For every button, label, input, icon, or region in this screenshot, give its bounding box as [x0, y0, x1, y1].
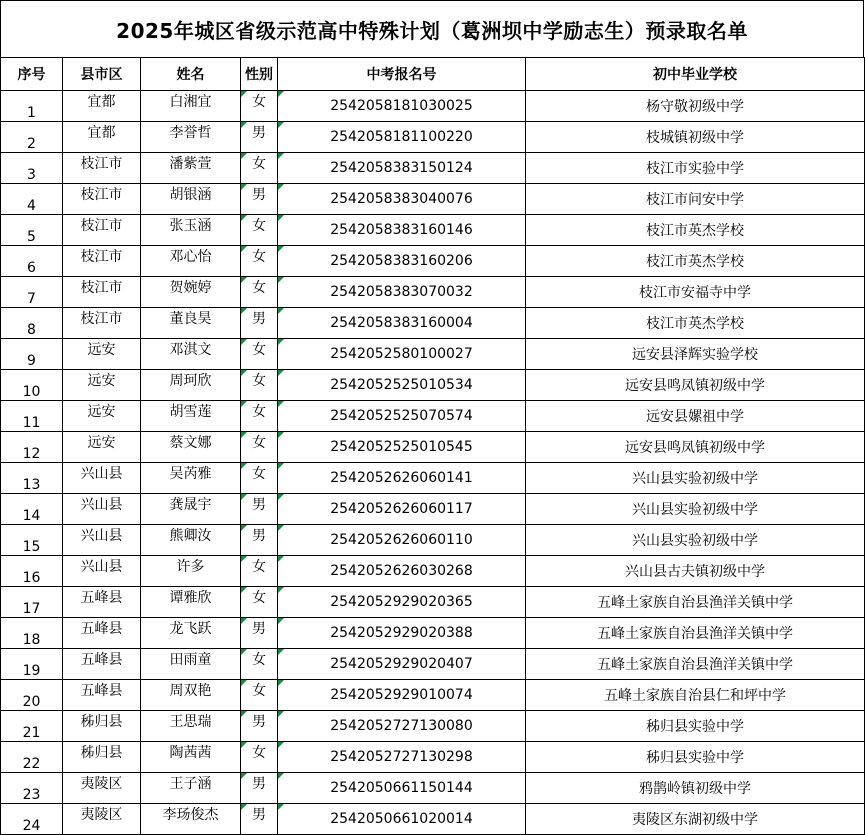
cell-school[interactable]: 兴山县古夫镇初级中学: [526, 556, 865, 587]
cell-exam-no[interactable]: 2542058181100220: [278, 122, 526, 153]
header-name[interactable]: 姓名: [141, 58, 241, 91]
cell-county[interactable]: 枝江市: [63, 184, 141, 215]
cell-exam-no[interactable]: 2542058181030025: [278, 91, 526, 122]
cell-gender[interactable]: 女: [241, 742, 278, 773]
cell-seq[interactable]: 10: [1, 370, 63, 401]
cell-seq[interactable]: 9: [1, 339, 63, 370]
cell-county[interactable]: 远安: [63, 401, 141, 432]
cell-school[interactable]: 兴山县实验初级中学: [526, 525, 865, 556]
cell-name[interactable]: 董良昊: [141, 308, 241, 339]
cell-county[interactable]: 枝江市: [63, 215, 141, 246]
cell-school[interactable]: 秭归县实验中学: [526, 742, 865, 773]
cell-gender[interactable]: 女: [241, 153, 278, 184]
cell-name[interactable]: 李玚俊杰: [141, 804, 241, 835]
cell-county[interactable]: 五峰县: [63, 618, 141, 649]
cell-exam-no[interactable]: 2542058383150124: [278, 153, 526, 184]
cell-exam-no[interactable]: 2542052626060141: [278, 463, 526, 494]
table-row: [1, 122, 865, 153]
cell-gender[interactable]: 男: [241, 711, 278, 742]
cell-name[interactable]: 熊卿汝: [141, 525, 241, 556]
cell-county[interactable]: 远安: [63, 370, 141, 401]
cell-county[interactable]: 五峰县: [63, 649, 141, 680]
cell-exam-no[interactable]: 2542052626060110: [278, 525, 526, 556]
cell-school[interactable]: 远安县鸣凤镇初级中学: [526, 432, 865, 463]
roster-body: [1, 91, 865, 835]
cell-name[interactable]: 贺婉婷: [141, 277, 241, 308]
cell-school[interactable]: 远安县泽辉实验学校: [526, 339, 865, 370]
cell-name[interactable]: 许多: [141, 556, 241, 587]
cell-gender[interactable]: 女: [241, 401, 278, 432]
cell-name[interactable]: 周双艳: [141, 680, 241, 711]
cell-gender[interactable]: 男: [241, 308, 278, 339]
cell-name[interactable]: 潘紫萱: [141, 153, 241, 184]
table-row: [1, 91, 865, 122]
table-row: [1, 277, 865, 308]
cell-name[interactable]: 邓心怡: [141, 246, 241, 277]
cell-gender[interactable]: 男: [241, 525, 278, 556]
cell-seq[interactable]: 24: [1, 804, 63, 835]
cell-county[interactable]: 夷陵区: [63, 804, 141, 835]
roster-table: [0, 57, 865, 835]
cell-seq[interactable]: 7: [1, 277, 63, 308]
cell-gender[interactable]: 女: [241, 370, 278, 401]
cell-school[interactable]: 五峰土家族自治县渔洋关镇中学: [526, 618, 865, 649]
cell-gender[interactable]: 女: [241, 463, 278, 494]
table-row: [1, 742, 865, 773]
cell-name[interactable]: 胡银涵: [141, 184, 241, 215]
cell-seq[interactable]: 22: [1, 742, 63, 773]
cell-school[interactable]: 五峰土家族自治县仁和坪中学: [526, 680, 865, 711]
table-row: [1, 308, 865, 339]
cell-exam-no[interactable]: 2542052727130080: [278, 711, 526, 742]
cell-county[interactable]: 秭归县: [63, 711, 141, 742]
cell-gender[interactable]: 男: [241, 618, 278, 649]
table-row: [1, 153, 865, 184]
cell-exam-no[interactable]: 2542052929020407: [278, 649, 526, 680]
cell-school[interactable]: 兴山县实验初级中学: [526, 494, 865, 525]
cell-seq[interactable]: 5: [1, 215, 63, 246]
cell-name[interactable]: 张玉涵: [141, 215, 241, 246]
cell-exam-no[interactable]: 2542052929020388: [278, 618, 526, 649]
cell-seq[interactable]: 18: [1, 618, 63, 649]
cell-exam-no[interactable]: 2542052626030268: [278, 556, 526, 587]
header-row: [1, 58, 865, 91]
cell-name[interactable]: 白湘宜: [141, 91, 241, 122]
cell-name[interactable]: 邓淇文: [141, 339, 241, 370]
cell-gender[interactable]: 女: [241, 339, 278, 370]
cell-seq[interactable]: 13: [1, 463, 63, 494]
cell-gender[interactable]: 女: [241, 587, 278, 618]
cell-gender[interactable]: 男: [241, 184, 278, 215]
cell-exam-no[interactable]: 2542050661150144: [278, 773, 526, 804]
cell-gender[interactable]: 女: [241, 680, 278, 711]
cell-county[interactable]: 兴山县: [63, 556, 141, 587]
header-exam-no[interactable]: 中考报名号: [278, 58, 526, 91]
cell-seq[interactable]: 20: [1, 680, 63, 711]
cell-seq[interactable]: 15: [1, 525, 63, 556]
cell-seq[interactable]: 4: [1, 184, 63, 215]
cell-county[interactable]: 兴山县: [63, 463, 141, 494]
cell-seq[interactable]: 16: [1, 556, 63, 587]
cell-county[interactable]: 夷陵区: [63, 773, 141, 804]
table-row: [1, 711, 865, 742]
cell-gender[interactable]: 男: [241, 773, 278, 804]
cell-seq[interactable]: 14: [1, 494, 63, 525]
cell-gender[interactable]: 女: [241, 215, 278, 246]
table-row: [1, 525, 865, 556]
cell-seq[interactable]: 3: [1, 153, 63, 184]
cell-county[interactable]: 宜都: [63, 122, 141, 153]
cell-gender[interactable]: 男: [241, 122, 278, 153]
cell-name[interactable]: 田雨童: [141, 649, 241, 680]
cell-school[interactable]: 枝城镇初级中学: [526, 122, 865, 153]
cell-name[interactable]: 王思瑞: [141, 711, 241, 742]
cell-school[interactable]: 五峰土家族自治县渔洋关镇中学: [526, 649, 865, 680]
cell-exam-no[interactable]: 2542052580100027: [278, 339, 526, 370]
cell-school[interactable]: 枝江市问安中学: [526, 184, 865, 215]
table-row: [1, 339, 865, 370]
header-seq[interactable]: 序号: [1, 58, 63, 91]
cell-name[interactable]: 蔡文娜: [141, 432, 241, 463]
cell-county[interactable]: 枝江市: [63, 153, 141, 184]
table-row: [1, 463, 865, 494]
cell-exam-no[interactable]: 2542052727130298: [278, 742, 526, 773]
cell-exam-no[interactable]: 2542052929010074: [278, 680, 526, 711]
table-row: [1, 215, 865, 246]
cell-county[interactable]: 枝江市: [63, 246, 141, 277]
cell-seq[interactable]: 6: [1, 246, 63, 277]
cell-county[interactable]: 远安: [63, 339, 141, 370]
cell-county[interactable]: 远安: [63, 432, 141, 463]
cell-exam-no[interactable]: 2542058383070032: [278, 277, 526, 308]
cell-exam-no[interactable]: 2542052626060117: [278, 494, 526, 525]
cell-school[interactable]: 枝江市安福寺中学: [526, 277, 865, 308]
cell-county[interactable]: 秭归县: [63, 742, 141, 773]
cell-exam-no[interactable]: 2542058383040076: [278, 184, 526, 215]
cell-exam-no[interactable]: 2542052525070574: [278, 401, 526, 432]
table-row: [1, 804, 865, 835]
table-row: [1, 370, 865, 401]
cell-gender[interactable]: 女: [241, 556, 278, 587]
table-row: [1, 246, 865, 277]
cell-county[interactable]: 宜都: [63, 91, 141, 122]
table-row: [1, 649, 865, 680]
cell-name[interactable]: 胡雪莲: [141, 401, 241, 432]
cell-gender[interactable]: 女: [241, 649, 278, 680]
cell-exam-no[interactable]: 2542052525010545: [278, 432, 526, 463]
cell-seq[interactable]: 12: [1, 432, 63, 463]
title-row: [0, 0, 864, 57]
cell-gender[interactable]: 女: [241, 432, 278, 463]
cell-seq[interactable]: 17: [1, 587, 63, 618]
cell-gender[interactable]: 女: [241, 246, 278, 277]
cell-name[interactable]: 龚晟宇: [141, 494, 241, 525]
cell-school[interactable]: 枝江市英杰学校: [526, 308, 865, 339]
cell-county[interactable]: 五峰县: [63, 680, 141, 711]
cell-school[interactable]: 鸦鹊岭镇初级中学: [526, 773, 865, 804]
cell-school[interactable]: 枝江市实验中学: [526, 153, 865, 184]
cell-county[interactable]: 兴山县: [63, 525, 141, 556]
cell-seq[interactable]: 23: [1, 773, 63, 804]
table-row: [1, 618, 865, 649]
cell-seq[interactable]: 1: [1, 91, 63, 122]
cell-seq[interactable]: 8: [1, 308, 63, 339]
table-row: [1, 680, 865, 711]
table-row: [1, 773, 865, 804]
cell-name[interactable]: 周珂欣: [141, 370, 241, 401]
cell-seq[interactable]: 2: [1, 122, 63, 153]
cell-exam-no[interactable]: 2542058383160146: [278, 215, 526, 246]
table-row: [1, 184, 865, 215]
table-row: [1, 556, 865, 587]
page-title: 2025年城区省级示范高中特殊计划（葛洲坝中学励志生）预录取名单: [116, 18, 748, 43]
cell-school[interactable]: 枝江市英杰学校: [526, 215, 865, 246]
cell-gender[interactable]: 女: [241, 277, 278, 308]
cell-seq[interactable]: 19: [1, 649, 63, 680]
cell-name[interactable]: 李誉哲: [141, 122, 241, 153]
cell-name[interactable]: 吴芮雅: [141, 463, 241, 494]
table-row: [1, 587, 865, 618]
cell-school[interactable]: 五峰土家族自治县渔洋关镇中学: [526, 587, 865, 618]
cell-seq[interactable]: 21: [1, 711, 63, 742]
table-row: [1, 401, 865, 432]
cell-school[interactable]: 枝江市英杰学校: [526, 246, 865, 277]
cell-exam-no[interactable]: 2542052929020365: [278, 587, 526, 618]
cell-county[interactable]: 五峰县: [63, 587, 141, 618]
cell-name[interactable]: 龙飞跃: [141, 618, 241, 649]
header-school[interactable]: 初中毕业学校: [526, 58, 865, 91]
cell-name[interactable]: 王子涵: [141, 773, 241, 804]
cell-county[interactable]: 枝江市: [63, 308, 141, 339]
cell-school[interactable]: 远安县鸣凤镇初级中学: [526, 370, 865, 401]
cell-gender[interactable]: 男: [241, 804, 278, 835]
table-row: [1, 432, 865, 463]
cell-school[interactable]: 兴山县实验初级中学: [526, 463, 865, 494]
header-county[interactable]: 县市区: [63, 58, 141, 91]
cell-name[interactable]: 谭雅欣: [141, 587, 241, 618]
cell-county[interactable]: 枝江市: [63, 277, 141, 308]
cell-seq[interactable]: 11: [1, 401, 63, 432]
table-row: [1, 494, 865, 525]
cell-county[interactable]: 兴山县: [63, 494, 141, 525]
header-gender[interactable]: 性别: [241, 58, 278, 91]
cell-name[interactable]: 陶茜茜: [141, 742, 241, 773]
cell-exam-no[interactable]: 2542058383160206: [278, 246, 526, 277]
cell-school[interactable]: 夷陵区东湖初级中学: [526, 804, 865, 835]
cell-exam-no[interactable]: 2542052525010534: [278, 370, 526, 401]
cell-school[interactable]: 秭归县实验中学: [526, 711, 865, 742]
cell-exam-no[interactable]: 2542050661020014: [278, 804, 526, 835]
cell-exam-no[interactable]: 2542058383160004: [278, 308, 526, 339]
cell-school[interactable]: 杨守敬初级中学: [526, 91, 865, 122]
cell-gender[interactable]: 女: [241, 91, 278, 122]
cell-school[interactable]: 远安县嫘祖中学: [526, 401, 865, 432]
cell-gender[interactable]: 男: [241, 494, 278, 525]
